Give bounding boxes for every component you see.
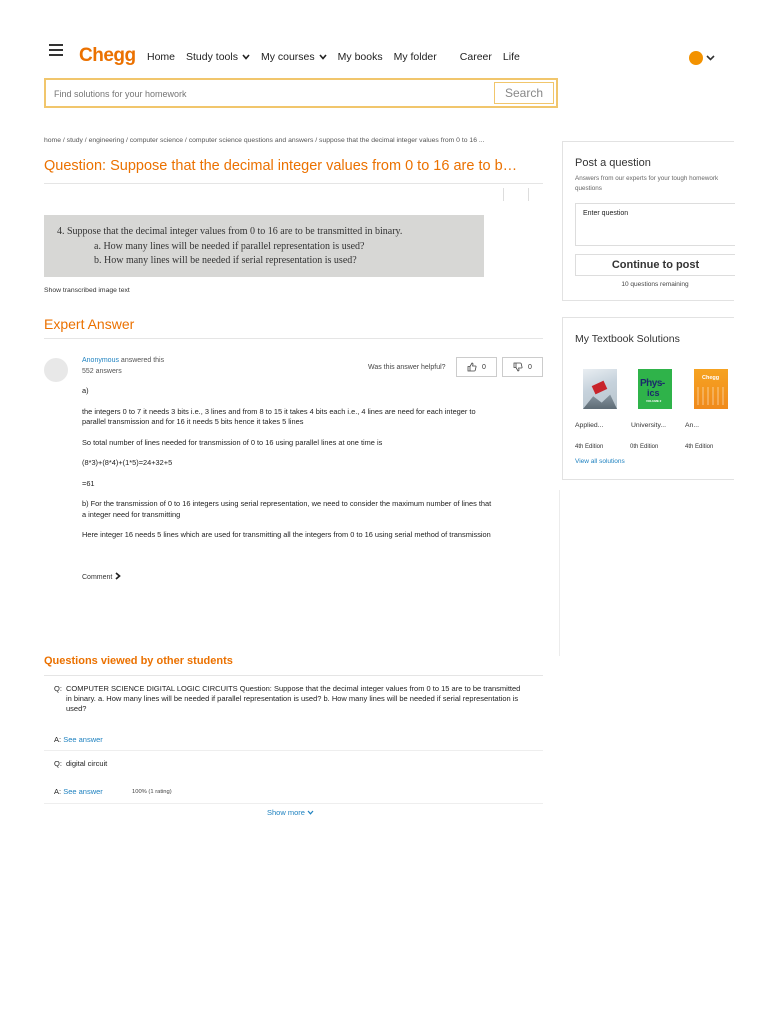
divider (44, 338, 543, 339)
book-cover-chegg[interactable] (694, 369, 728, 409)
thumbs-up-count: 0 (482, 363, 486, 371)
question-input[interactable]: Enter question (575, 203, 735, 246)
questions-remaining: 10 questions remaining (621, 281, 689, 288)
book-cover-physics[interactable] (638, 369, 672, 409)
thumbs-down-icon (513, 362, 523, 372)
q-label: Q: (54, 759, 62, 768)
divider (44, 750, 543, 751)
expert-answer-heading: Expert Answer (44, 316, 135, 332)
show-transcribed-link[interactable]: Show transcribed image text (44, 287, 130, 294)
nav-my-books-label: My books (337, 51, 383, 63)
author-link[interactable]: Anonymous (82, 357, 119, 364)
thumbs-up-button[interactable] (456, 357, 497, 377)
nav-life-label: Life (502, 51, 520, 63)
search-bar (44, 78, 558, 108)
book-cover-applied[interactable] (583, 369, 617, 409)
breadcrumb[interactable]: home / study / engineering / computer science / computer science questions and answers / suppose that the decimal integer values from 0 to 16 ... (44, 137, 485, 144)
answer-paragraph: the integers 0 to 7 it needs 3 bits i.e., 3 lines and from 8 to 15 it takes 4 bits each i.e., 4 lines are need for each integer to parallel transmission and for 16 it needs 5 bits hence it takes 5 lines (82, 406, 476, 426)
answer-paragraph: a) (82, 386, 89, 395)
related-answer (54, 787, 103, 796)
comment-link[interactable] (82, 572, 121, 583)
divider (44, 803, 543, 804)
top-nav (147, 51, 531, 63)
nav-study-tools-label: Study tools (186, 51, 238, 63)
account-menu[interactable] (689, 51, 715, 65)
a-label: A: (54, 735, 62, 744)
chevron-down-icon (706, 53, 715, 63)
question-image-line: 4. Suppose that the decimal integer values from 0 to 16 are to be transmitted in binary. (57, 226, 403, 237)
answer-paragraph: b) For the transmission of 0 to 16 integers using serial representation, we need to consider the maximum number of lines that a integer need for transmitting (82, 499, 492, 519)
nav-my-folder-label: My folder (393, 51, 437, 63)
related-question[interactable] (54, 759, 524, 769)
related-question-text: COMPUTER SCIENCE DIGITAL LOGIC CIRCUITS Question: Suppose that the decimal integer values from 0 to 15 are to be transmitted in binary. a. How many lines will be needed if parallel representation is used? b. How many lines will be needed if serial representation is used? (66, 684, 521, 713)
q-label: Q: (54, 684, 62, 693)
chegg-logo[interactable]: Chegg (79, 45, 136, 66)
continue-to-post-button[interactable]: Continue to post (575, 254, 735, 276)
divider (559, 490, 560, 656)
book-edition: 4th Edition (575, 444, 604, 450)
search-button[interactable]: Search (494, 82, 554, 104)
cover-text: VOLUME 2 (646, 399, 662, 403)
answer-body (82, 386, 492, 551)
divider (44, 675, 543, 676)
chevron-down-icon (319, 53, 327, 62)
post-question-panel (562, 141, 734, 301)
chevron-down-icon (242, 53, 250, 62)
see-answer-link[interactable]: See answer (63, 787, 103, 796)
cover-text: Chegg (702, 375, 720, 381)
chevron-right-icon (115, 572, 121, 583)
nav-my-courses-label: My courses (260, 51, 315, 63)
divider (44, 183, 543, 184)
answered-this-text: answered this (120, 357, 165, 364)
a-label: A: (54, 787, 62, 796)
related-question[interactable] (54, 684, 524, 714)
thumbs-down-button[interactable] (502, 357, 543, 377)
answer-author (82, 357, 164, 364)
book-edition: 0th Edition (630, 444, 659, 450)
avatar (689, 51, 703, 65)
search-input[interactable] (54, 86, 484, 102)
post-question-title: Post a question (575, 157, 651, 169)
nav-study-tools[interactable] (186, 51, 250, 63)
related-question-text: digital circuit (66, 759, 108, 768)
book-edition: 4th Edition (685, 444, 714, 450)
comment-label: Comment (82, 574, 113, 581)
question-image (44, 215, 484, 277)
divider (503, 188, 504, 201)
rating-text: 100% (1 rating) (132, 789, 172, 795)
see-answer-link[interactable]: See answer (63, 735, 103, 744)
book-title[interactable]: An... (685, 422, 699, 429)
post-question-subtitle: Answers from our experts for your tough homework questions (575, 175, 719, 192)
nav-home[interactable] (147, 51, 175, 63)
nav-my-courses[interactable] (261, 51, 327, 63)
thumbs-up-icon (467, 362, 477, 372)
textbook-solutions-panel (562, 317, 734, 480)
questions-viewed-heading: Questions viewed by other students (44, 655, 233, 667)
helpful-label: Was this answer helpful? (368, 364, 446, 371)
chevron-down-icon (307, 808, 314, 817)
cover-text: ics (647, 388, 660, 398)
answer-count: 552 answers (82, 368, 122, 375)
textbook-solutions-title: My Textbook Solutions (575, 333, 680, 345)
view-all-solutions-link[interactable]: View all solutions (575, 458, 625, 465)
nav-home-label: Home (147, 51, 176, 63)
question-image-line: a. How many lines will be needed if parallel representation is used? (94, 241, 365, 252)
thumbs-down-count: 0 (528, 363, 532, 371)
show-more-link[interactable] (267, 808, 314, 817)
show-more-label: Show more (267, 808, 305, 817)
nav-life[interactable] (503, 51, 520, 63)
answer-paragraph: So total number of lines needed for transmission of 0 to 16 using parallel lines at one time is (82, 437, 383, 447)
book-title[interactable]: Applied... (575, 422, 604, 429)
avatar (44, 358, 68, 382)
answer-paragraph: Here integer 16 needs 5 lines which are used for transmitting all the integers from 0 to 16 using serial method of transmission (82, 530, 491, 539)
question-image-line: b. How many lines will be needed if serial representation is used? (94, 255, 357, 266)
menu-icon[interactable] (49, 44, 63, 56)
nav-career[interactable] (460, 51, 492, 63)
related-answer (54, 735, 103, 744)
answer-paragraph: =61 (82, 478, 95, 488)
answer-paragraph: (8*3)+(8*4)+(1*5)=24+32+5 (82, 458, 173, 467)
book-title[interactable]: University... (631, 422, 666, 429)
cover-text: Phys- (640, 378, 665, 389)
nav-career-label: Career (459, 51, 492, 63)
nav-my-books[interactable] (338, 51, 383, 63)
nav-my-folder[interactable] (394, 51, 437, 63)
divider (528, 188, 529, 201)
page-title: Question: Suppose that the decimal integer values from 0 to 16 are to b… (44, 158, 518, 174)
